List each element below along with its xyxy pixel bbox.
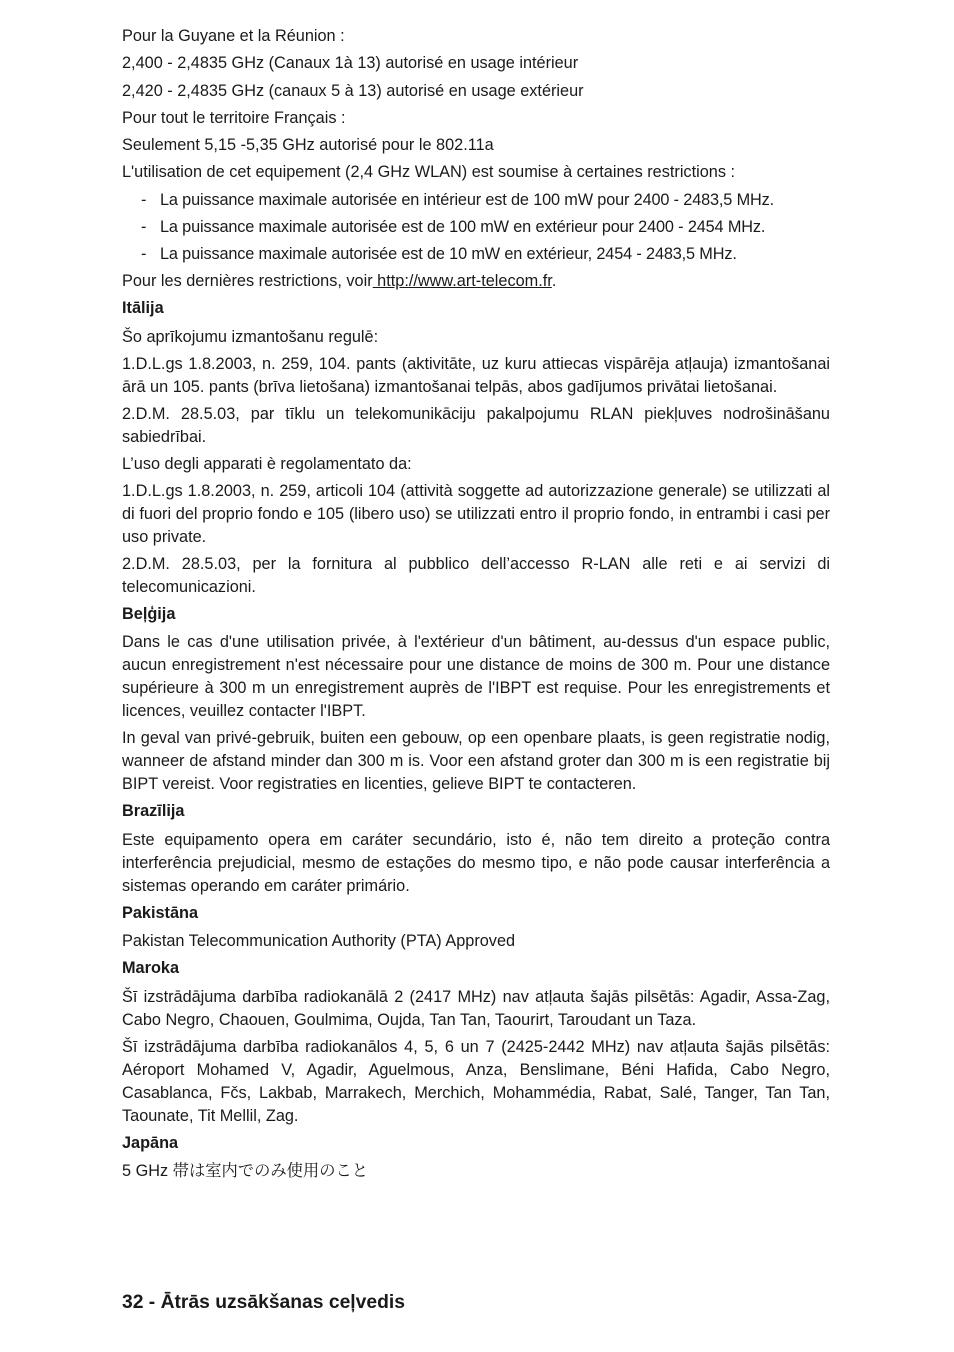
list-item-text: La puissance maximale autorisée en intérieur est de 100 mW pour 2400 - 2483,5 MHz. <box>160 190 774 209</box>
brazil-heading: Brazīlija <box>122 802 185 821</box>
list-item <box>122 189 830 212</box>
italy-paragraph: 1.D.L.gs 1.8.2003, n. 259, 104. pants (aktivitāte, uz kuru attiecas vispārēja atļauja) izmantošanai ārā un 105. pants (brīva lietošana) izmantošanai telpās, abos gadījumos privātai lietošanai. <box>122 354 830 396</box>
latest-suffix: . <box>551 271 557 290</box>
japan-paragraph: 5 GHz 帯は室内でのみ使用のこと <box>122 1162 369 1181</box>
page-footer: 32 - Ātrās uzsākšanas ceļvedis <box>122 1292 405 1313</box>
belgium-paragraph: Dans le cas d'une utilisation privée, à l'extérieur d'un bâtiment, au-dessus d'un espace public, aucun enregistrement n'est nécessaire pour une distance de moins de 300 m. Pour une distance supérieure à 300 m un enregistrement auprès de l'IBPT est requise. Pour les enregistrements et licences, veuillez contacter l'IBPT. <box>122 633 830 721</box>
italy-paragraph: L’uso degli apparati è regolamentato da: <box>122 454 412 473</box>
france-5ghz-note: Seulement 5,15 -5,35 GHz autorisé pour le 802.11a <box>122 136 494 155</box>
latest-prefix: Pour les dernières restrictions, voir <box>122 271 373 290</box>
italy-heading: Itālija <box>122 299 164 318</box>
dash-bullet: - <box>141 217 147 236</box>
document-body <box>122 25 830 1187</box>
france-latest-restrictions <box>122 270 830 293</box>
france-outdoor-band: 2,420 - 2,4835 GHz (canaux 5 à 13) autorisé en usage extérieur <box>122 81 584 100</box>
list-item-text: La puissance maximale autorisée est de 10 mW en extérieur, 2454 - 2483,5 MHz. <box>160 244 737 263</box>
dash-bullet: - <box>141 244 147 263</box>
belgium-heading: Beļģija <box>122 604 176 623</box>
morocco-paragraph: Šī izstrādājuma darbība radiokanālos 4, 5, 6 un 7 (2425-2442 MHz) nav atļauta šajās pilsētās: Aéroport Mohamed V, Agadir, Aguelmous, Anza, Benslimane, Béni Hafida, Cabo Negro, Casablanca, Fčs, Lakbab, Marrakech, Merchich, Mohammédia, Rabat, Salé, Tanger, Tan Tan, Taounate, Tit Mellil, Zag. <box>122 1037 830 1125</box>
list-item-text: La puissance maximale autorisée est de 100 mW en extérieur pour 2400 - 2454 MHz. <box>160 217 766 236</box>
pakistan-heading: Pakistāna <box>122 903 199 922</box>
france-restrictions-list <box>122 189 830 266</box>
dash-bullet: - <box>141 190 147 209</box>
france-indoor-band: 2,400 - 2,4835 GHz (Canaux 1à 13) autorisé en usage intérieur <box>122 54 579 73</box>
pakistan-paragraph: Pakistan Telecommunication Authority (PTA) Approved <box>122 932 516 951</box>
japan-heading: Japāna <box>122 1133 179 1152</box>
art-telecom-link[interactable]: http://www.art-telecom.fr <box>372 271 552 290</box>
list-item <box>122 243 830 266</box>
france-territory-heading: Pour tout le territoire Français : <box>122 108 346 127</box>
brazil-paragraph: Este equipamento opera em caráter secundário, isto é, não tem direito a proteção contra interferência prejudicial, mesmo de estações do mesmo tipo, e não pode causar interferência a sistemas operando em caráter primário. <box>122 830 830 895</box>
france-restrictions-intro: L'utilisation de cet equipement (2,4 GHz WLAN) est soumise à certaines restrictions : <box>122 163 736 182</box>
france-guyane-heading: Pour la Guyane et la Réunion : <box>122 27 345 45</box>
morocco-heading: Maroka <box>122 959 180 978</box>
morocco-paragraph: Šī izstrādājuma darbība radiokanālā 2 (2417 MHz) nav atļauta šajās pilsētās: Agadir, Assa-Zag, Cabo Negro, Chaouen, Goulmima, Oujda, Tan Tan, Taourirt, Taroudant un Taza. <box>122 987 830 1029</box>
italy-paragraph: 2.D.M. 28.5.03, per la fornitura al pubblico dell’accesso R-LAN alle reti e ai servizi di telecomunicazioni. <box>122 554 830 596</box>
italy-paragraph: 2.D.M. 28.5.03, par tīklu un telekomunikāciju pakalpojumu RLAN piekļuves nodrošināšanu sabiedrībai. <box>122 404 830 446</box>
list-item <box>122 216 830 239</box>
italy-paragraph: 1.D.L.gs 1.8.2003, n. 259, articoli 104 (attività soggette ad autorizzazione generale) se utilizzati al di fuori del proprio fondo e 105 (libero uso) se utilizzati entro il proprio fondo, in entrambi i casi per uso private. <box>122 481 830 546</box>
belgium-paragraph: In geval van privé-gebruik, buiten een gebouw, op een openbare plaats, is geen registratie nodig, wanneer de afstand minder dan 300 m is. Voor een afstand groter dan 300 m is een registratie bij BIPT vereist. Voor registraties en licenties, gelieve BIPT te contacteren. <box>122 729 830 794</box>
italy-paragraph: Šo aprīkojumu izmantošanu regulē: <box>122 327 379 346</box>
